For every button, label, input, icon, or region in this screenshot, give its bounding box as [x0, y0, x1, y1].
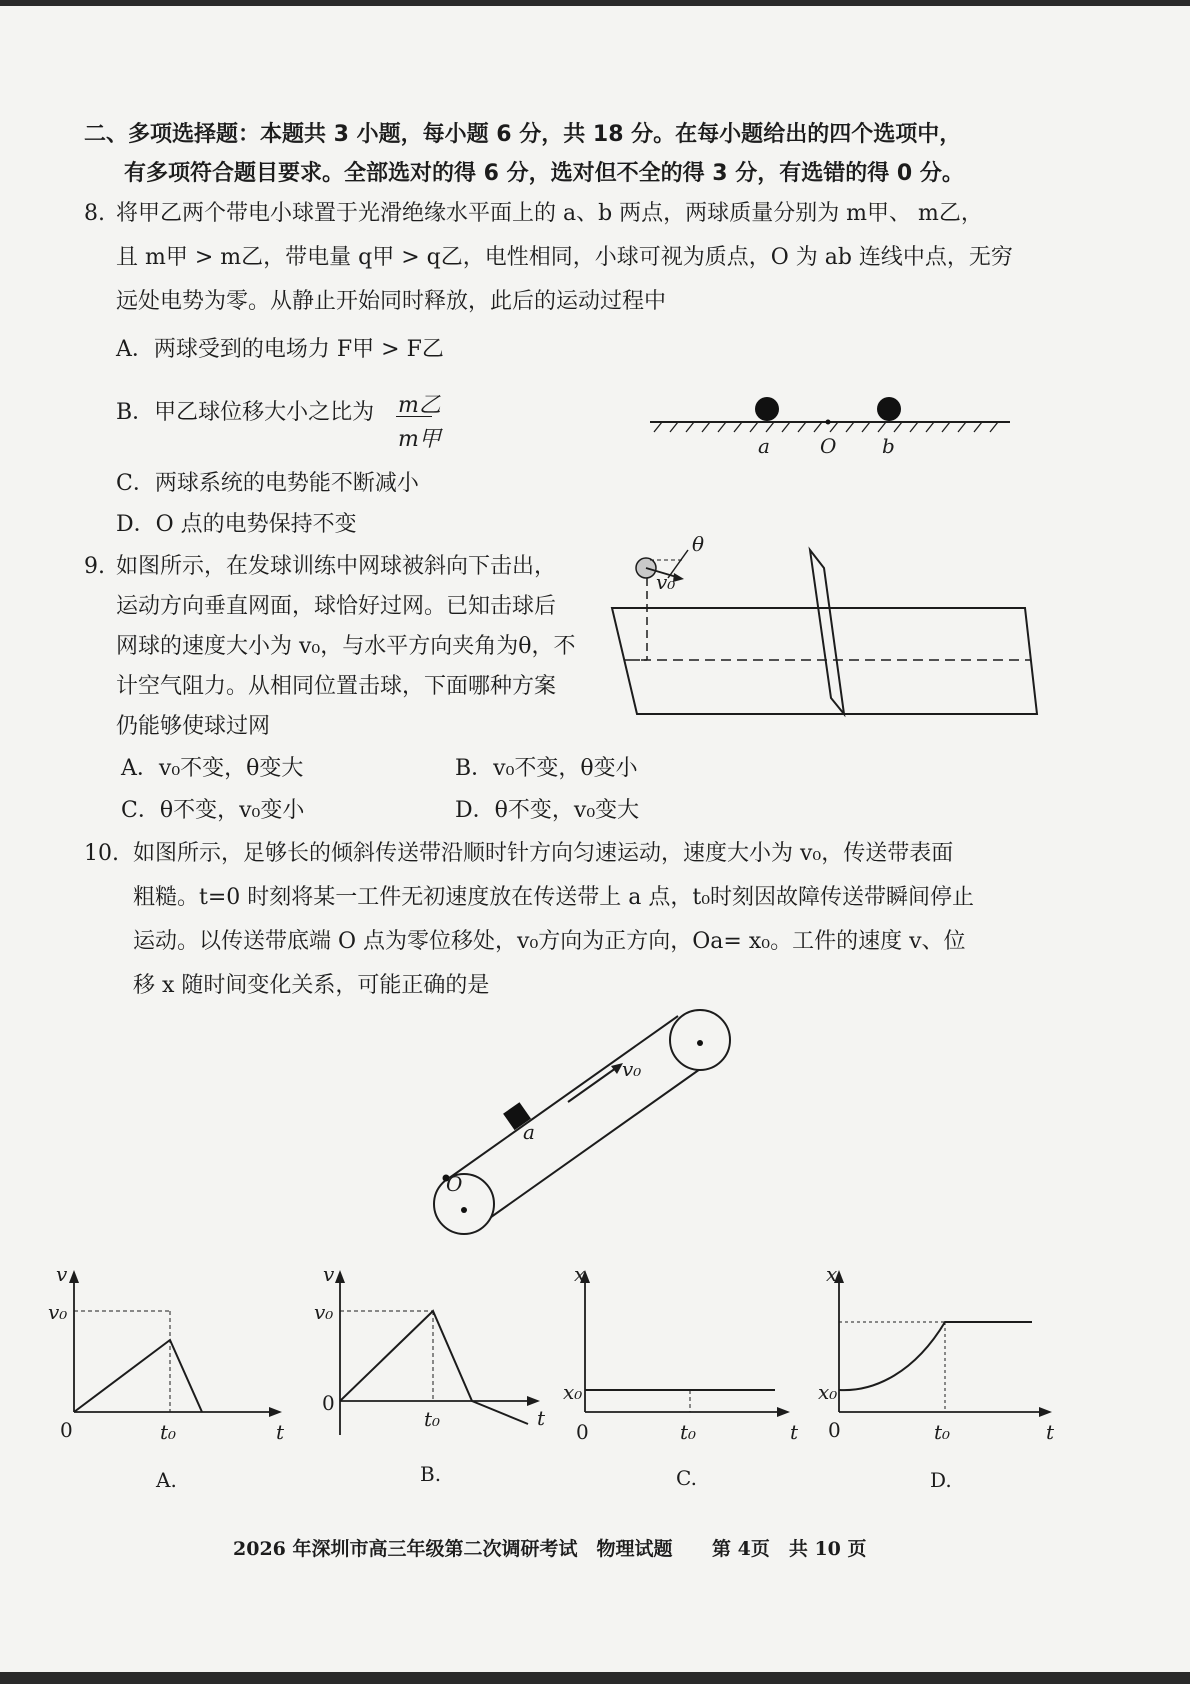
graph-d-origin: 0: [828, 1418, 841, 1442]
q8-stem-line1: 将甲乙两个带电小球置于光滑绝缘水平面上的 a、b 两点，两球质量分别为 m甲、 m乙，: [116, 201, 983, 226]
q8-fraction-numerator: m乙: [398, 393, 441, 418]
graph-a-caption: A.: [156, 1468, 177, 1492]
graph-c-y-axis-label: x: [574, 1262, 586, 1286]
footer-page: 第 4页 共 10 页: [712, 1538, 867, 1560]
graph-d-x-mark: t₀: [934, 1420, 951, 1444]
q8-option-a: A．两球受到的电场力 F甲 > F乙: [116, 337, 444, 362]
graph-a-y-mark: v₀: [48, 1300, 68, 1324]
graph-c-caption: C.: [676, 1466, 697, 1490]
q9-stem-line5: 仍能够使球过网: [116, 714, 271, 739]
q10-stem-line2: 粗糙。t=0 时刻将某一工件无初速度放在传送带上 a 点，t₀时刻因故障传送带瞬间停止: [133, 885, 975, 910]
q8-stem-line2: 且 m甲 > m乙，带电量 q甲 > q乙，电性相同，小球可视为质点，O 为 ab 连线中点，无穷: [116, 245, 1013, 270]
q8-option-d: D．O 点的电势保持不变: [116, 512, 357, 537]
q8-option-b: B．甲乙球位移大小之比为: [116, 400, 375, 425]
q9-label-v0: v₀: [656, 570, 676, 594]
q10-stem-line4: 移 x 随时间变化关系，可能正确的是: [133, 973, 490, 998]
section-heading-line1: 二、多项选择题：本题共 3 小题，每小题 6 分，共 18 分。在每小题给出的四个选项中，: [84, 122, 962, 147]
graph-b-x-axis-label: t: [537, 1406, 546, 1430]
q9-option-c: C．θ不变，v₀变小: [121, 798, 305, 823]
graph-c-x-axis-label: t: [790, 1420, 799, 1444]
graph-a: [69, 1270, 282, 1417]
q9-stem-line3: 网球的速度大小为 v₀，与水平方向夹角为θ，不: [116, 634, 576, 659]
graph-d: [834, 1270, 1052, 1417]
graph-d-caption: D.: [930, 1468, 952, 1492]
graph-d-curve: [839, 1322, 1032, 1390]
graph-d-x-axis-label: t: [1046, 1420, 1055, 1444]
q10-number: 10.: [84, 841, 119, 866]
q10-label-a: a: [523, 1120, 535, 1144]
q8-fraction-denominator: m甲: [398, 427, 441, 452]
q8-option-c: C．两球系统的电势能不断减小: [116, 471, 419, 496]
graph-a-x-axis-label: t: [276, 1420, 285, 1444]
scan-bottom-edge: [0, 1672, 1190, 1684]
q8-label-a: a: [758, 434, 770, 458]
q10-stem-line1: 如图所示，足够长的倾斜传送带沿顺时针方向匀速运动，速度大小为 v₀，传送带表面: [133, 841, 954, 866]
q9-label-theta: θ: [692, 532, 705, 556]
q10-label-o: O: [446, 1172, 463, 1196]
q10-label-v0: v₀: [622, 1057, 642, 1081]
q9-stem-line2: 运动方向垂直网面，球恰好过网。已知击球后: [116, 594, 557, 619]
graph-a-curve: [74, 1340, 202, 1412]
q8-number: 8.: [84, 201, 105, 226]
q9-option-b: B．v₀不变，θ变小: [455, 756, 638, 781]
graph-b-origin: 0: [322, 1391, 335, 1415]
graph-b-y-axis-label: v: [323, 1262, 335, 1286]
graph-a-origin: 0: [60, 1418, 73, 1442]
graph-c-origin: 0: [576, 1420, 589, 1444]
graph-c: [580, 1270, 790, 1417]
graph-c-y-mark: x₀: [563, 1380, 583, 1404]
q9-stem-line1: 如图所示，在发球训练中网球被斜向下击出，: [116, 554, 557, 579]
graph-a-y-axis-label: v: [56, 1262, 68, 1286]
q9-option-d: D．θ不变，v₀变大: [455, 798, 640, 823]
graph-c-x-mark: t₀: [680, 1420, 697, 1444]
q8-stem-line3: 远处电势为零。从静止开始同时释放，此后的运动过程中: [116, 289, 667, 314]
q9-number: 9.: [84, 554, 105, 579]
section-heading-line2: 有多项符合题目要求。全部选对的得 6 分，选对但不全的得 3 分，有选错的得 0 分。: [124, 161, 964, 186]
q8-label-b: b: [882, 434, 895, 458]
graph-d-y-axis-label: x: [826, 1262, 838, 1286]
graph-a-x-mark: t₀: [160, 1420, 177, 1444]
graph-b-x-mark: t₀: [424, 1407, 441, 1431]
q9-option-a: A．v₀不变，θ变大: [121, 756, 304, 781]
q10-stem-line3: 运动。以传送带底端 O 点为零位移处，v₀方向为正方向，Oa= x₀。工件的速度 v、位: [133, 929, 966, 954]
q8-label-o: O: [820, 434, 837, 458]
footer-title: 2026 年深圳市高三年级第二次调研考试 物理试题: [233, 1538, 673, 1560]
graph-d-y-mark: x₀: [818, 1380, 838, 1404]
q9-stem-line4: 计空气阻力。从相同位置击球，下面哪种方案: [116, 674, 557, 699]
graph-b-caption: B.: [420, 1462, 442, 1486]
graph-b-y-mark: v₀: [314, 1300, 334, 1324]
